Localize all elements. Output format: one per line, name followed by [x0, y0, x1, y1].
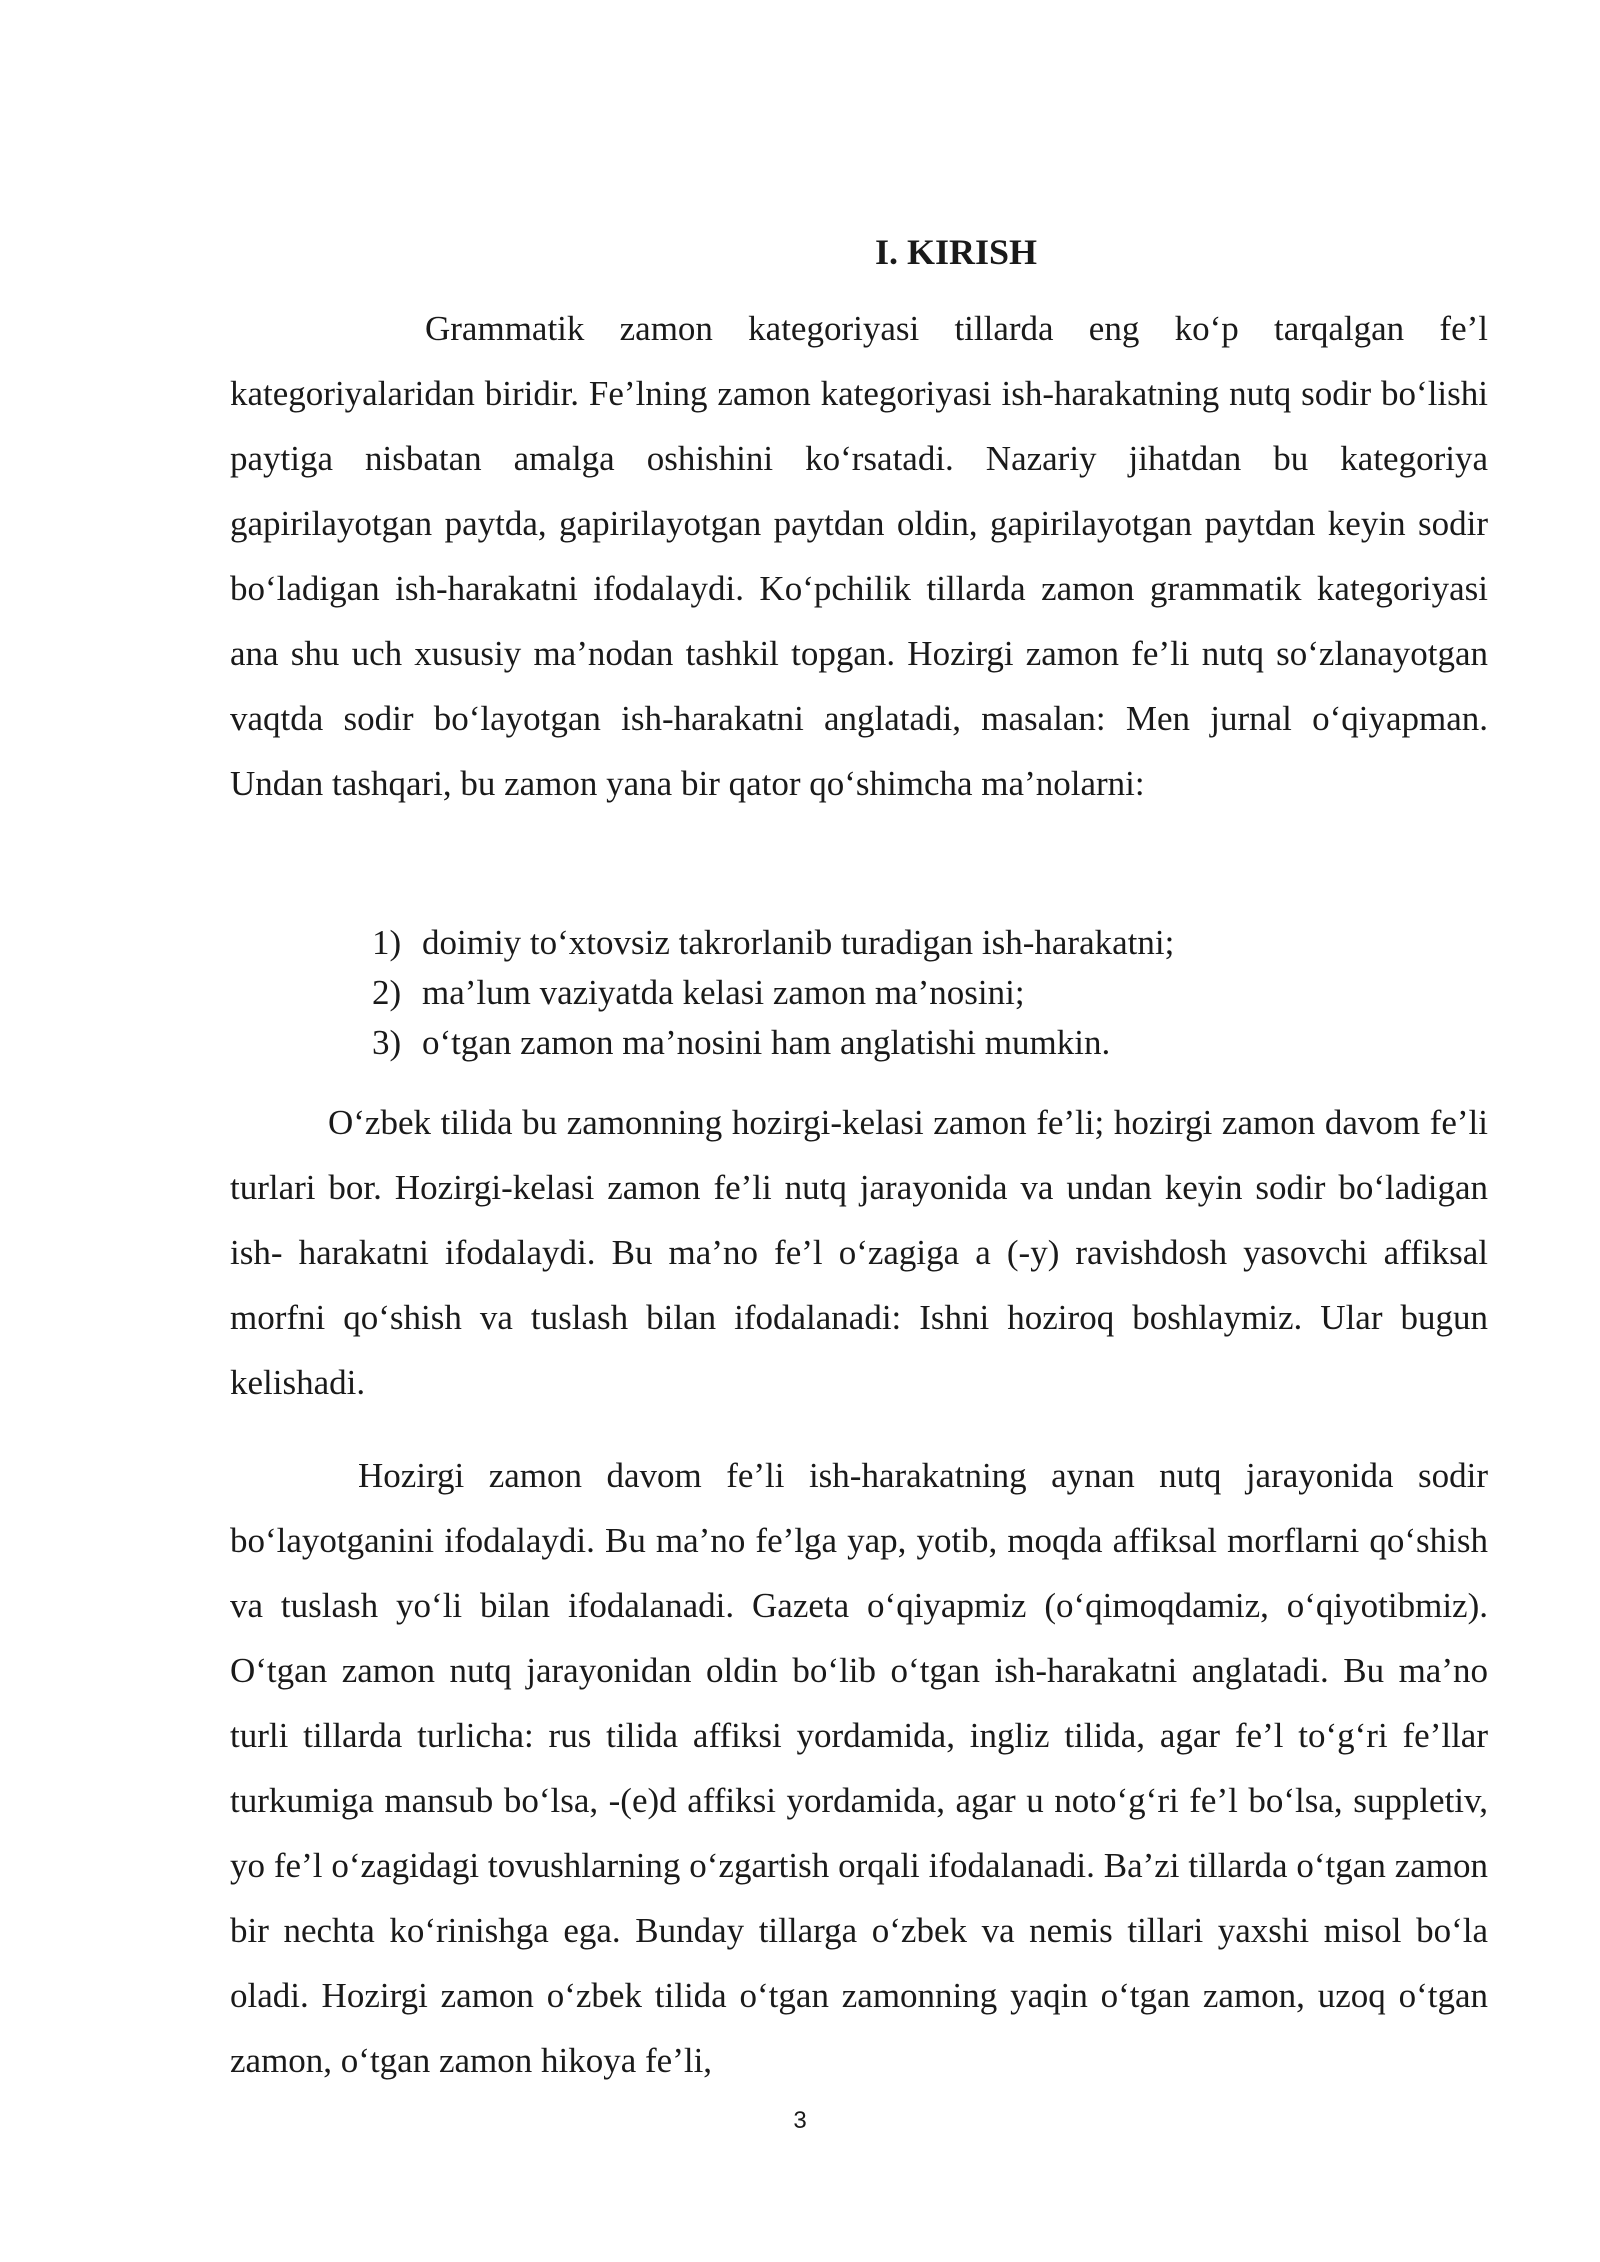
list-item	[372, 1018, 1472, 1068]
paragraph-intro: Grammatik zamon kategoriyasi tillarda eng ko‘p tarqalgan fe’l kategoriyalaridan biridir. Fe’lning zamon kategoriyasi ish-harakatning nutq sodir bo‘lishi paytiga nisbatan amalga oshishini ko‘rsatadi. Nazariy jihatdan bu kategoriya gapirilayotgan paytda, gapirilayotgan paytdan oldin, gapirilayotgan paytdan keyin sodir bo‘ladigan ish-harakatni ifodalaydi. Ko‘pchilik tillarda zamon grammatik kategoriyasi ana shu uch xususiy ma’nodan tashkil topgan. Hozirgi zamon fe’li nutq so‘zlanayotgan vaqtda sodir bo‘layotgan ish-harakatni anglatadi, masalan: Men jurnal o‘qiyapman. Undan tashqari, bu zamon yana bir qator qo‘shimcha ma’nolarni:	[230, 309, 1488, 803]
page-number: 3	[793, 2107, 807, 2134]
paragraph-present-continuous: Hozirgi zamon davom fe’li ish-harakatning aynan nutq jarayonida sodir bo‘layotganini ifodalaydi. Bu ma’no fe’lga yap, yotib, moqda affiksal morflarni qo‘shish va tuslash yo‘li bilan ifodalanadi. Gazeta o‘qiyapmiz (o‘qimoqdamiz, o‘qiyotibmiz). O‘tgan zamon nutq jarayonidan oldin bo‘lib o‘tgan ish-harakatni anglatadi. Bu ma’no turli tillarda turlicha: rus tilida affiksi yordamida, ingliz tilida, agar fe’l to‘g‘ri fe’llar turkumiga mansub bo‘lsa, -(e)d affiksi yordamida, agar u noto‘g‘ri fe’l bo‘lsa, suppletiv, yo fe’l o‘zagidagi tovushlarning o‘zgartish orqali ifodalanadi. Ba’zi tillarda o‘tgan zamon bir nechta ko‘rinishga ega. Bunday tillarga o‘zbek va nemis tillari yaxshi misol bo‘la oladi. Hozirgi zamon o‘zbek tilida o‘tgan zamonning yaqin o‘tgan zamon, uzoq o‘tgan zamon, o‘tgan zamon hikoya fe’li,	[230, 1456, 1488, 2080]
paragraph-present-future: O‘zbek tilida bu zamonning hozirgi-kelasi zamon fe’li; hozirgi zamon davom fe’li turlari bor. Hozirgi-kelasi zamon fe’li nutq jarayonida va undan keyin sodir bo‘ladigan ish- harakatni ifodalaydi. Bu ma’no fe’l o‘zagiga a (-y) ravishdosh yasovchi affiksal morfni qo‘shish va tuslash bilan ifodalanadi: Ishni hoziroq boshlaymiz. Ular bugun kelishadi.	[230, 1103, 1488, 1402]
section-heading: I. KIRISH	[874, 232, 1038, 272]
list-item-text: o‘tgan zamon ma’nosini ham anglatishi mumkin.	[422, 1023, 1111, 1062]
list-item	[372, 918, 1472, 968]
list-item-number: 2)	[372, 973, 402, 1012]
list-item	[372, 968, 1472, 1018]
list-item-number: 3)	[372, 1023, 402, 1062]
list-item-text: doimiy to‘xtovsiz takrorlanib turadigan ish-harakatni;	[422, 923, 1175, 962]
list-item-text: ma’lum vaziyatda kelasi zamon ma’nosini;	[422, 973, 1025, 1012]
list-item-number: 1)	[372, 923, 402, 962]
meanings-list	[372, 918, 1472, 1068]
